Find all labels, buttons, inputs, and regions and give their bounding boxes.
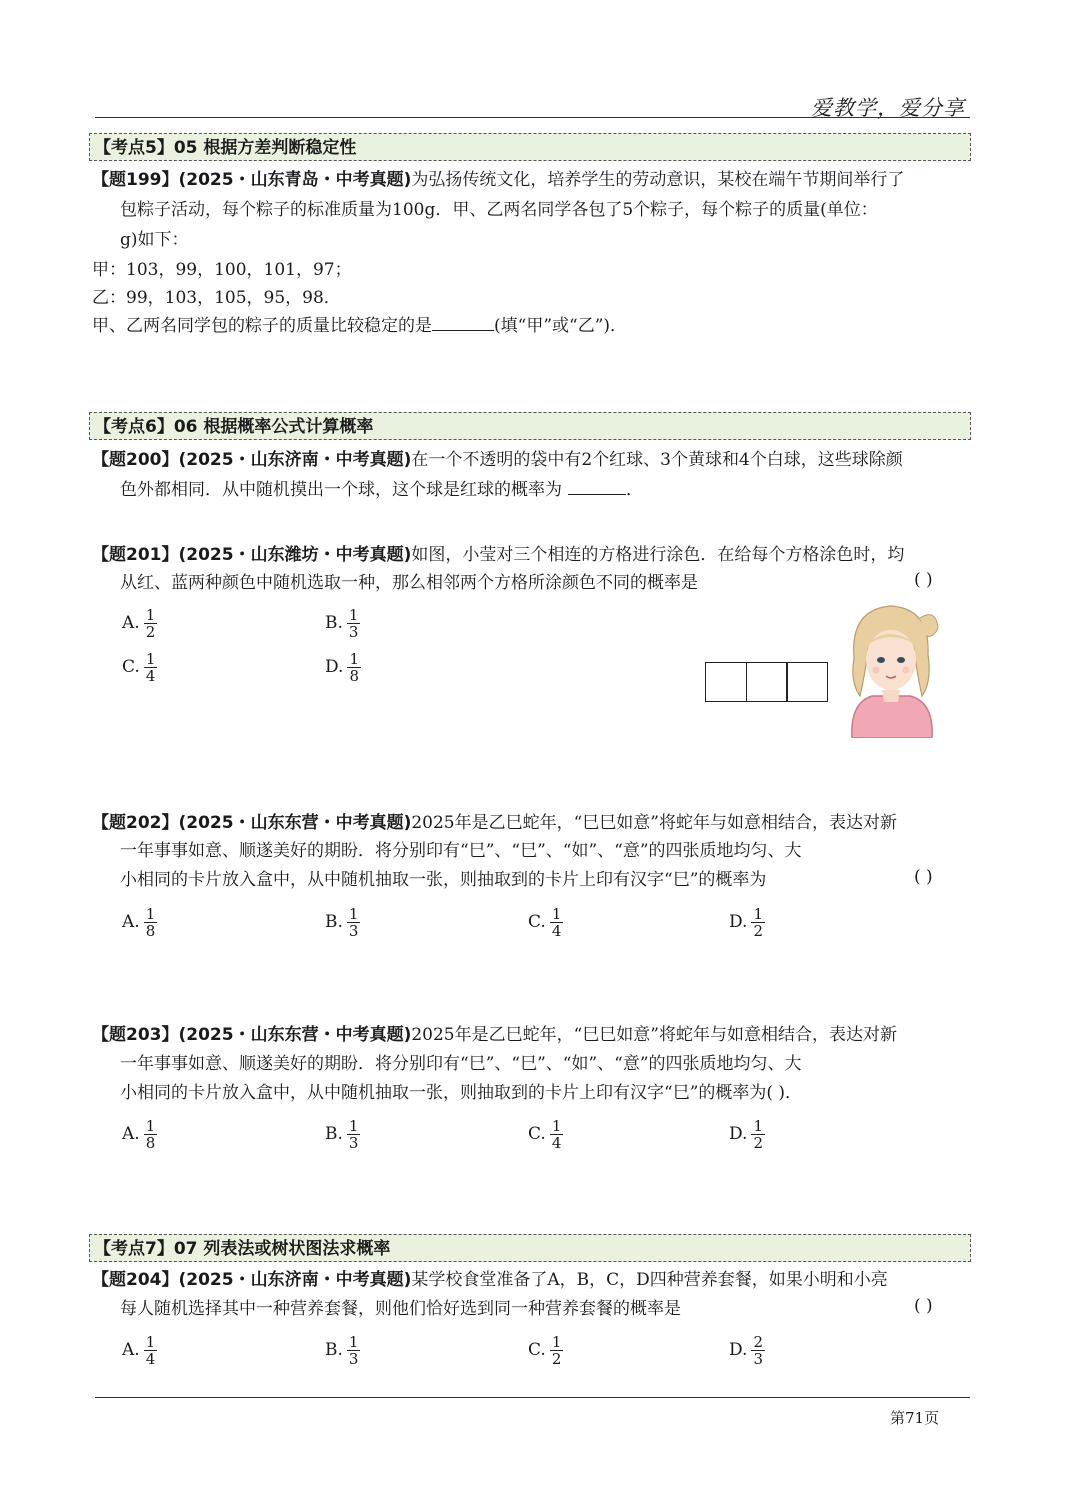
q199-line-6: 甲、乙两名同学包的粽子的质量比较稳定的是 (填“甲”或“乙”)．: [92, 316, 628, 336]
q204-option-c: C. $\frac{1}{2}$: [528, 1332, 562, 1368]
q202-line-1: 【题202】(2025・山东东营・中考真题)2025年是乙巳蛇年，“巳巳如意”将蛇年与如意相结合，表达对新: [92, 813, 897, 833]
fraction: $\frac{1}{4}$: [551, 904, 562, 940]
q202-line-2: 一年事事如意、顺遂美好的期盼．将分别印有“巳”、“巳”、“如”、“意”的四张质地均匀、大: [120, 841, 802, 861]
fraction: $\frac{1}{8}$: [145, 1116, 156, 1152]
q202-option-b: B. $\frac{1}{3}$: [325, 904, 359, 940]
answer-blank: [568, 494, 626, 495]
q199-data-yi: 乙：99，103，105，95，98．: [92, 288, 341, 308]
q199-tag: 【题199】(2025・山东青岛・中考真题): [92, 170, 412, 190]
section-heading-5: 【考点5】05 根据方差判断稳定性: [89, 133, 971, 161]
q204-option-b: B. $\frac{1}{3}$: [325, 1332, 359, 1368]
fraction: $\frac{1}{3}$: [348, 1116, 359, 1152]
q204-line-2: 每人随机选择其中一种营养套餐，则他们恰好选到同一种营养套餐的概率是: [120, 1299, 681, 1319]
q199-line-2: 包粽子活动，每个粽子的标准质量为100g．甲、乙两名同学各包了5个粽子，每个粽子的质量(单位：: [120, 200, 878, 220]
fraction: $\frac{1}{8}$: [349, 649, 359, 685]
fraction: $\frac{1}{4}$: [145, 1332, 156, 1368]
fraction: $\frac{1}{2}$: [753, 1116, 763, 1152]
girl-illustration: [832, 598, 950, 738]
q201-line-1: 【题201】(2025・山东潍坊・中考真题)如图，小莹对三个相连的方格进行涂色．在给每个方格涂色时，均: [92, 545, 905, 565]
q203-option-a: A. $\frac{1}{8}$: [122, 1116, 156, 1152]
page-number: 第71页: [890, 1409, 940, 1427]
footer-rule: [95, 1397, 970, 1398]
q202-line-3: 小相同的卡片放入盒中，从中随机抽取一张，则抽取到的卡片上印有汉字“巳”的概率为: [120, 870, 767, 890]
header-motto: 爱教学，爱分享: [811, 96, 965, 120]
q200-tag: 【题200】(2025・山东济南・中考真题): [92, 450, 412, 470]
fraction: $\frac{1}{2}$: [145, 605, 156, 641]
q203-option-c: C. $\frac{1}{4}$: [528, 1116, 562, 1152]
q202-option-a: A. $\frac{1}{8}$: [122, 904, 156, 940]
q201-line-2: 从红、蓝两种颜色中随机选取一种，那么相邻两个方格所涂颜色不同的概率是: [120, 573, 698, 593]
fraction: $\frac{2}{3}$: [753, 1332, 763, 1368]
q203-line-3: 小相同的卡片放入盒中，从中随机抽取一张，则抽取到的卡片上印有汉字“巳”的概率为( )．: [120, 1083, 803, 1103]
fraction: $\frac{1}{3}$: [348, 1332, 359, 1368]
square-cell: [705, 662, 747, 702]
q203-tag: 【题203】(2025・山东东营・中考真题): [92, 1025, 412, 1045]
q204-line-1: 【题204】(2025・山东济南・中考真题)某学校食堂准备了A，B，C，D四种营养套餐，如果小明和小亮: [92, 1270, 888, 1290]
q200-line-1: 【题200】(2025・山东济南・中考真题)在一个不透明的袋中有2个红球、3个黄球和4个白球，这些球除颜: [92, 450, 903, 470]
fraction: $\frac{1}{8}$: [145, 904, 156, 940]
q199-line-1: 【题199】(2025・山东青岛・中考真题)为弘扬传统文化，培养学生的劳动意识，某校在端午节期间举行了: [92, 170, 905, 190]
q202-answer-paren: ( ): [914, 867, 933, 887]
q203-option-b: B. $\frac{1}{3}$: [325, 1116, 359, 1152]
q201-answer-paren: ( ): [914, 570, 933, 590]
q204-option-d: D. $\frac{2}{3}$: [729, 1332, 763, 1368]
q201-option-d: D. $\frac{1}{8}$: [325, 649, 359, 685]
q204-tag: 【题204】(2025・山东济南・中考真题): [92, 1270, 412, 1290]
fraction: $\frac{1}{2}$: [753, 904, 763, 940]
square-cell: [786, 662, 828, 702]
q203-line-1: 【题203】(2025・山东东营・中考真题)2025年是乙巳蛇年，“巳巳如意”将蛇年与如意相结合，表达对新: [92, 1025, 897, 1045]
q203-option-d: D. $\frac{1}{2}$: [729, 1116, 763, 1152]
q202-option-d: D. $\frac{1}{2}$: [729, 904, 763, 940]
q203-line-2: 一年事事如意、顺遂美好的期盼．将分别印有“巳”、“巳”、“如”、“意”的四张质地均匀、大: [120, 1054, 802, 1074]
q202-option-c: C. $\frac{1}{4}$: [528, 904, 562, 940]
q201-tag: 【题201】(2025・山东潍坊・中考真题): [92, 545, 412, 565]
fraction: $\frac{1}{4}$: [551, 1116, 562, 1152]
q204-option-a: A. $\frac{1}{4}$: [122, 1332, 156, 1368]
square-cell: [746, 662, 788, 702]
answer-blank: [432, 330, 494, 331]
q201-option-c: C. $\frac{1}{4}$: [122, 649, 156, 685]
fraction: $\frac{1}{4}$: [145, 649, 156, 685]
header-rule: [95, 117, 970, 118]
q201-option-b: B. $\frac{1}{3}$: [325, 605, 359, 641]
fraction: $\frac{1}{3}$: [348, 904, 359, 940]
section-heading-7: 【考点7】07 列表法或树状图法求概率: [89, 1234, 971, 1262]
q202-tag: 【题202】(2025・山东东营・中考真题): [92, 813, 412, 833]
q199-line-3: g)如下：: [120, 230, 189, 250]
fraction: $\frac{1}{3}$: [348, 605, 359, 641]
q199-data-jia: 甲：103，99，100，101，97；: [92, 260, 352, 280]
fraction: $\frac{1}{2}$: [551, 1332, 562, 1368]
three-squares-figure: [705, 662, 827, 702]
q201-option-a: A. $\frac{1}{2}$: [122, 605, 156, 641]
q204-answer-paren: ( ): [914, 1296, 933, 1316]
section-heading-6: 【考点6】06 根据概率公式计算概率: [89, 412, 971, 440]
q200-line-2: 色外都相同．从中随机摸出一个球，这个球是红球的概率为 ．: [120, 480, 643, 500]
